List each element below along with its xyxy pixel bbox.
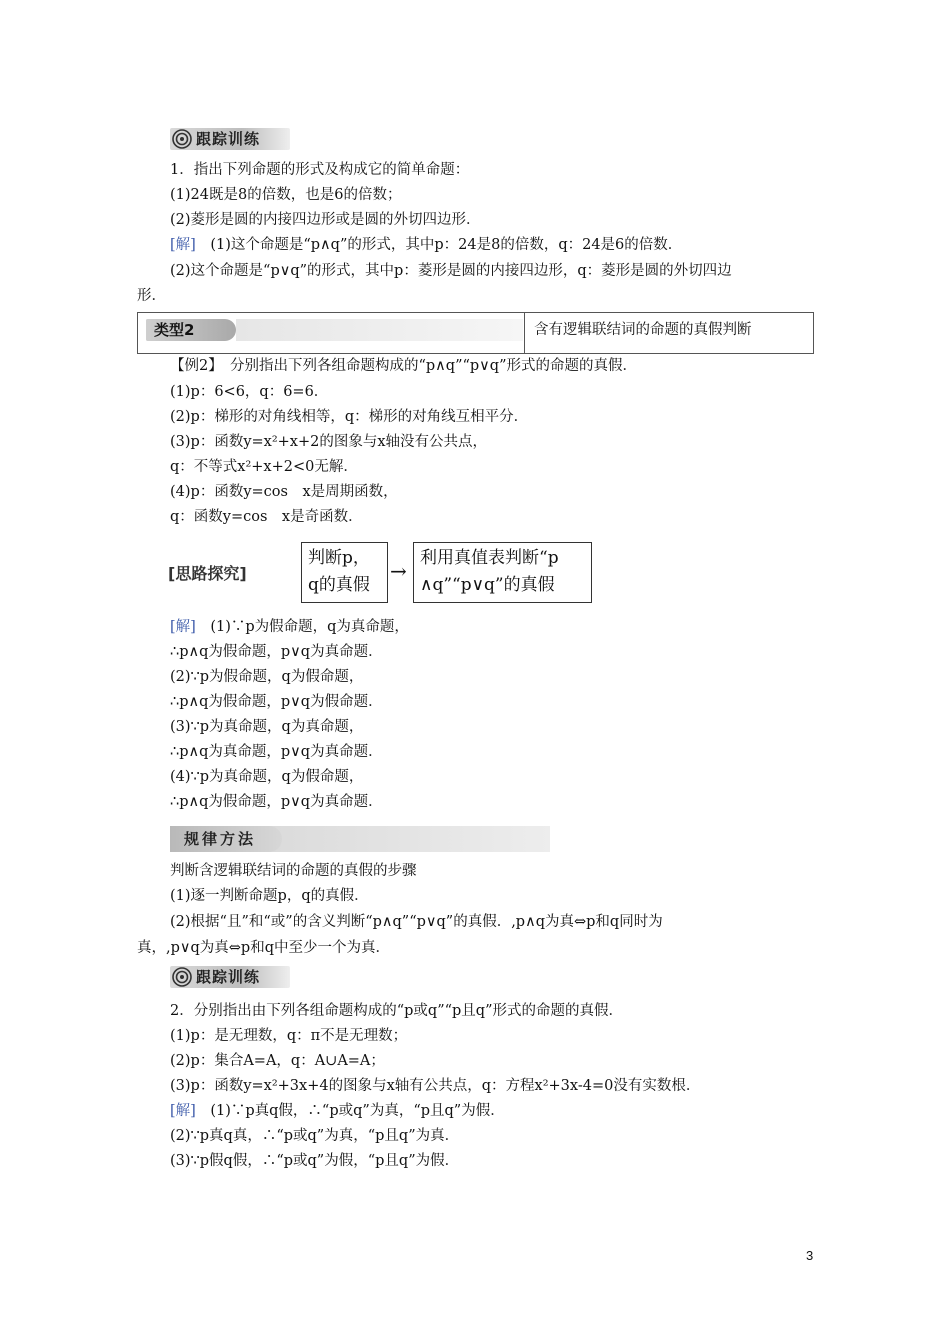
solution-2-line-4: ∴p∧q为假命题，p∨q为假命题． bbox=[170, 694, 383, 710]
rule-step-2: (2)根据“且”和“或”的含义判断“p∧q”“p∨q”的真假．,p∧q为真⇔p和q同时为 bbox=[170, 914, 663, 930]
solution-2-line-8: ∴p∧q为假命题，p∨q为真命题． bbox=[170, 794, 383, 810]
thinking-step-1-line-1: 判断p， bbox=[308, 548, 370, 568]
tracking-training-banner bbox=[170, 128, 290, 150]
solution-1-line-1 bbox=[170, 235, 682, 255]
banner-label: 跟踪训练 bbox=[196, 968, 261, 986]
question-2-item-3: (3)p：函数y=x²+3x+4的图象与x轴有公共点，q：方程x²+3x-4=0没有实数根． bbox=[170, 1078, 701, 1094]
question-1-item-2: (2)菱形是圆的内接四边形或是圆的外切四边形． bbox=[170, 212, 481, 228]
example-2-intro bbox=[170, 356, 637, 376]
question-2-item-2: (2)p：集合A=A，q：A∪A=A； bbox=[170, 1053, 385, 1069]
example-item-4b: q：函数y=cos x是奇函数． bbox=[170, 509, 363, 525]
rule-step-2-cont: 真，,p∨q为真⇔p和q中至少一个为真． bbox=[137, 940, 390, 956]
solution-3-line-1 bbox=[170, 1101, 505, 1121]
arrow-right-icon: → bbox=[390, 559, 407, 583]
example-item-3a: (3)p：函数y=x²+x+2的图象与x轴没有公共点， bbox=[170, 434, 488, 450]
rule-tab bbox=[170, 826, 282, 852]
solution-text: (1)∵p为假命题，q为真命题， bbox=[195, 619, 409, 635]
solution-1-line-2-cont: 形． bbox=[137, 288, 166, 304]
solution-3-line-3: (3)∵p假q假，∴“p或q”为假，“p且q”为假． bbox=[170, 1153, 460, 1169]
solution-text: (1)∵p真q假，∴“p或q”为真，“p且q”为假． bbox=[195, 1103, 505, 1119]
rule-banner-label: 规律方法 bbox=[184, 830, 257, 848]
solution-2-line-1 bbox=[170, 617, 409, 637]
tracking-training-banner-2 bbox=[170, 966, 290, 988]
thinking-step-2-line-2: ∧q”“p∨q”的真假 bbox=[420, 575, 555, 595]
target-icon bbox=[172, 129, 192, 149]
solution-text: (1)这个命题是“p∧q”的形式，其中p：24是8的倍数，q：24是6的倍数． bbox=[195, 237, 683, 253]
solution-tag: [解] bbox=[170, 619, 196, 635]
rule-method-banner bbox=[170, 826, 550, 852]
solution-2-line-3: (2)∵p为假命题，q为假命题， bbox=[170, 669, 364, 685]
question-2-item-1: (1)p：是无理数，q：π不是无理数； bbox=[170, 1028, 408, 1044]
question-2-title: 2．分别指出由下列各组命题构成的“p或q”“p且q”形式的命题的真假． bbox=[170, 1003, 624, 1019]
thinking-step-1-box bbox=[301, 542, 388, 603]
type-tab bbox=[146, 319, 236, 341]
thinking-step-2-box bbox=[413, 542, 592, 603]
solution-2-line-7: (4)∵p为真命题，q为假命题， bbox=[170, 769, 364, 785]
question-1-title: 1．指出下列命题的形式及构成它的简单命题： bbox=[170, 162, 470, 178]
type-bar-decoration bbox=[236, 319, 523, 341]
banner-label: 跟踪训练 bbox=[196, 130, 261, 148]
example-item-4a: (4)p：函数y=cos x是周期函数， bbox=[170, 484, 398, 500]
question-1-item-1: (1)24既是8的倍数，也是6的倍数； bbox=[170, 187, 402, 203]
rule-step-1: (1)逐一判断命题p，q的真假． bbox=[170, 888, 369, 904]
solution-tag: [解] bbox=[170, 237, 196, 253]
solution-2-line-5: (3)∵p为真命题，q为真命题， bbox=[170, 719, 364, 735]
solution-2-line-2: ∴p∧q为假命题，p∨q为真命题． bbox=[170, 644, 383, 660]
thinking-step-2-line-1: 利用真值表判断“p bbox=[420, 548, 559, 568]
type-divider bbox=[524, 313, 525, 353]
page-number: 3 bbox=[806, 1248, 814, 1263]
solution-3-line-2: (2)∵p真q真，∴“p或q”为真，“p且q”为真． bbox=[170, 1128, 460, 1144]
example-item-1: (1)p：6<6，q：6=6． bbox=[170, 384, 329, 400]
rule-title: 判断含逻辑联结词的命题的真假的步骤 bbox=[170, 863, 417, 879]
type-title: 含有逻辑联结词的命题的真假判断 bbox=[534, 322, 752, 338]
solution-tag: [解] bbox=[170, 1103, 196, 1119]
thinking-explore-label: [思路探究] bbox=[168, 564, 247, 583]
solution-1-line-2: (2)这个命题是“p∨q”的形式，其中p：菱形是圆的内接四边形，q：菱形是圆的外切四边 bbox=[170, 263, 732, 279]
example-item-2: (2)p：梯形的对角线相等，q：梯形的对角线互相平分． bbox=[170, 409, 529, 425]
example-intro-text: 分别指出下列各组命题构成的“p∧q”“p∨q”形式的命题的真假． bbox=[215, 358, 637, 374]
thinking-step-1-line-2: q的真假 bbox=[308, 575, 370, 595]
example-tag: 【例2】 bbox=[170, 358, 216, 374]
target-icon bbox=[172, 967, 192, 987]
type-tab-label: 类型2 bbox=[154, 321, 195, 339]
type-2-heading-box bbox=[137, 312, 814, 354]
example-item-3b: q：不等式x²+x+2<0无解． bbox=[170, 459, 358, 475]
solution-2-line-6: ∴p∧q为真命题，p∨q为真命题． bbox=[170, 744, 383, 760]
